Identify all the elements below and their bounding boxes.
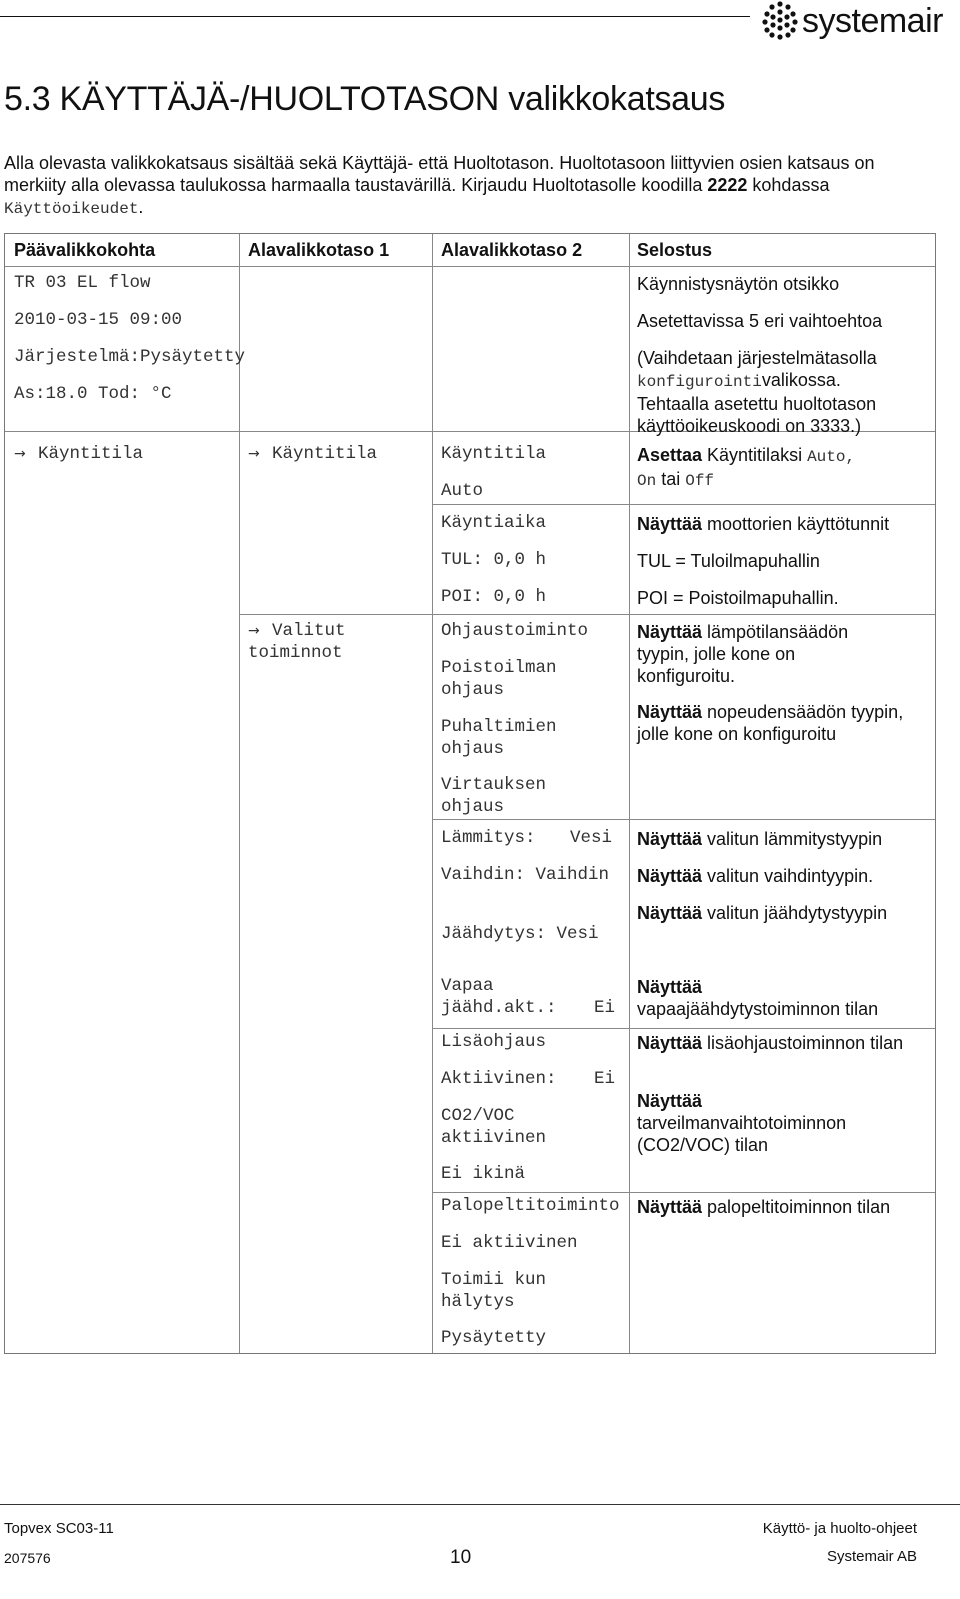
col-divider: [239, 234, 240, 1353]
start-screen-line-4: As:18.0 Tod: °C: [14, 384, 172, 404]
systemair-logo: [762, 0, 960, 44]
menu-name: Käyttöoikeudet: [4, 200, 139, 218]
desc-text: nopeudensäädön tyypin, jolle kone on konfiguroitu: [637, 702, 904, 744]
desc-jaahdytys: [637, 902, 887, 924]
desc-tarveilmanvaihto: [637, 1090, 907, 1156]
desc-verb: Näyttää: [637, 1091, 703, 1111]
row-divider: [432, 504, 935, 505]
item-lammitys: Lämmitys:: [441, 828, 536, 848]
desc-text: palopeltitoiminnon tilan: [702, 1197, 891, 1217]
desc-verb: Näyttää: [637, 977, 703, 997]
menu-overview-table: [4, 233, 936, 1354]
desc-text: tai: [656, 469, 686, 489]
row-divider: [239, 614, 935, 615]
logo-wordmark: systemair: [802, 2, 943, 40]
footer-doc-number: 207576: [4, 1550, 51, 1566]
desc-text: moottorien käyttötunnit: [702, 514, 890, 534]
value-vapaa-jaahd: Ei: [594, 998, 616, 1018]
desc-text: Tehtaalla asetettu huoltotason käyttöoikeuskoodi on 3333.): [637, 394, 877, 436]
desc-verb: Näyttää: [637, 514, 703, 534]
desc-nopeus: [637, 701, 927, 745]
desc-text: valitun jäähdytystyypin: [702, 903, 888, 923]
desc-lisaohjaus: [637, 1032, 907, 1054]
submenu-label: Käyntitila: [272, 444, 378, 464]
header-paavalikkokohta: Päävalikkokohta: [14, 240, 156, 260]
desc-kayntitila: [637, 444, 927, 492]
desc-text: valitun lämmitystyypin: [702, 829, 883, 849]
value-poi: POI: 0,0 h: [441, 587, 547, 607]
footer-rule: [0, 1504, 960, 1505]
footer-company: Systemair AB: [826, 1548, 917, 1565]
desc-vaihdin: [637, 865, 873, 887]
page-title: 5.3 KÄYTTÄJÄ-/HUOLTOTASON valikkokatsaus: [4, 80, 726, 118]
desc-text: valikossa.: [761, 370, 841, 390]
item-kayntiaika: Käyntiaika: [441, 513, 547, 533]
desc-verb: Näyttää: [637, 903, 703, 923]
submenu-kayntitila[interactable]: [248, 443, 377, 465]
col-divider: [432, 234, 433, 1353]
submenu-valitut-toiminnot[interactable]: [248, 620, 428, 664]
item-jaahdytys: Jäähdytys: Vesi: [441, 924, 599, 944]
start-screen-desc-1: Käynnistysnäytön otsikko: [637, 274, 840, 294]
desc-verb: Näyttää: [637, 829, 703, 849]
footer-page-number: 10: [450, 1547, 472, 1568]
item-vaihdin: Vaihdin: Vaihdin: [441, 865, 610, 885]
intro-paragraph: [4, 152, 934, 220]
menu-item-label: Käyntitila: [38, 444, 144, 464]
start-screen-line-3: Järjestelmä:Pysäytetty: [14, 347, 246, 367]
header-rule: [0, 16, 750, 17]
item-kayntitila: Käyntitila: [441, 444, 547, 464]
desc-text: (Vaihdetaan järjestelmätasolla: [637, 348, 877, 368]
menu-item-kayntitila[interactable]: [14, 443, 143, 465]
desc-mono: Off: [685, 472, 715, 490]
row-divider: [5, 266, 935, 267]
header-alavalikkotaso-1: Alavalikkotaso 1: [248, 240, 390, 260]
arrow-right-icon: →: [248, 623, 260, 639]
desc-text: vapaajäähdytystoiminnon tilan: [637, 999, 879, 1019]
desc-mono: Auto,: [807, 448, 856, 466]
desc-verb: Näyttää: [637, 1197, 703, 1217]
intro-end: .: [138, 197, 144, 217]
desc-lampotila: [637, 621, 887, 687]
item-co2-voc: CO2/VOC aktiivinen: [441, 1106, 547, 1148]
desc-mono: On: [637, 472, 657, 490]
item-palopeltitoiminto: Palopeltitoiminto: [441, 1196, 620, 1216]
start-screen-line-2: 2010-03-15 09:00: [14, 310, 183, 330]
header-alavalikkotaso-2: Alavalikkotaso 2: [441, 240, 583, 260]
value-pysaytetty: Pysäytetty: [441, 1328, 547, 1348]
desc-kayntiaika: [637, 513, 889, 535]
item-puhaltimien-ohjaus: Puhaltimien ohjaus: [441, 717, 557, 759]
desc-verb: Näyttää: [637, 1033, 703, 1053]
row-divider: [432, 819, 935, 820]
desc-poi: POI = Poistoilmapuhallin.: [637, 588, 839, 608]
item-poistoilman-ohjaus: Poistoilman ohjaus: [441, 658, 557, 700]
footer-product: Topvex SC03-11: [4, 1520, 114, 1537]
value-lammitys: Vesi: [570, 828, 613, 848]
item-aktiivinen: Aktiivinen:: [441, 1069, 557, 1089]
start-screen-desc-3: [637, 347, 927, 437]
desc-text: valitun vaihdintyypin.: [702, 866, 874, 886]
value-aktiivinen: Ei: [594, 1069, 616, 1089]
service-code: 2222: [707, 175, 748, 195]
arrow-right-icon: →: [248, 446, 260, 462]
logo-dots-icon: [762, 0, 798, 40]
item-virtauksen-ohjaus: Virtauksen ohjaus: [441, 775, 547, 817]
desc-tul: TUL = Tuloilmapuhallin: [637, 551, 820, 571]
header-selostus: Selostus: [637, 240, 713, 260]
desc-mono: konfigurointi: [637, 373, 762, 391]
value-toimii-kun-halytys: Toimii kun hälytys: [441, 1270, 547, 1312]
item-ohjaustoiminto: Ohjaustoiminto: [441, 621, 589, 641]
desc-text: Käyntitilaksi: [702, 445, 808, 465]
desc-lammitys: [637, 828, 882, 850]
desc-vapaajaahdytys: [637, 976, 927, 1020]
start-screen-desc-2: Asetettavissa 5 eri vaihtoehtoa: [637, 311, 883, 331]
footer-doc-title: Käyttö- ja huolto-ohjeet: [762, 1520, 917, 1537]
row-divider: [432, 1028, 935, 1029]
submenu-label: Valitut toiminnot: [248, 621, 346, 663]
value-tul: TUL: 0,0 h: [441, 550, 547, 570]
desc-text: tarveilmanvaihtotoiminnon (CO2/VOC) tilan: [637, 1113, 847, 1155]
desc-verb: Asettaa: [637, 445, 703, 465]
desc-verb: Näyttää: [637, 866, 703, 886]
value-auto: Auto: [441, 481, 484, 501]
arrow-right-icon: →: [14, 446, 26, 462]
value-ei-aktiivinen: Ei aktiivinen: [441, 1233, 578, 1253]
col-divider: [629, 234, 630, 1353]
desc-verb: Näyttää: [637, 702, 703, 722]
desc-palopelti: [637, 1196, 890, 1218]
desc-verb: Näyttää: [637, 622, 703, 642]
intro-text-2: kohdassa: [747, 175, 830, 195]
intro-text: Alla olevasta valikkokatsaus sisältää sekä Käyttäjä- että Huoltotason. Huoltotasoon liittyvien osien katsaus on merkiity alla olevassa taulukossa harmaalla taustavärillä. Kirjaudu Huoltotasolle koodilla: [4, 153, 875, 195]
value-ei-ikina: Ei ikinä: [441, 1164, 526, 1184]
desc-text: lisäohjaustoiminnon tilan: [702, 1033, 904, 1053]
desc-text: lämpötilansäädön tyypin, jolle kone on konfiguroitu.: [637, 622, 849, 686]
start-screen-line-1: TR 03 EL flow: [14, 273, 151, 293]
item-vapaa-jaahd: Vapaa jäähd.akt.:: [441, 976, 557, 1018]
item-lisaohjaus: Lisäohjaus: [441, 1032, 547, 1052]
row-divider: [432, 1192, 935, 1193]
